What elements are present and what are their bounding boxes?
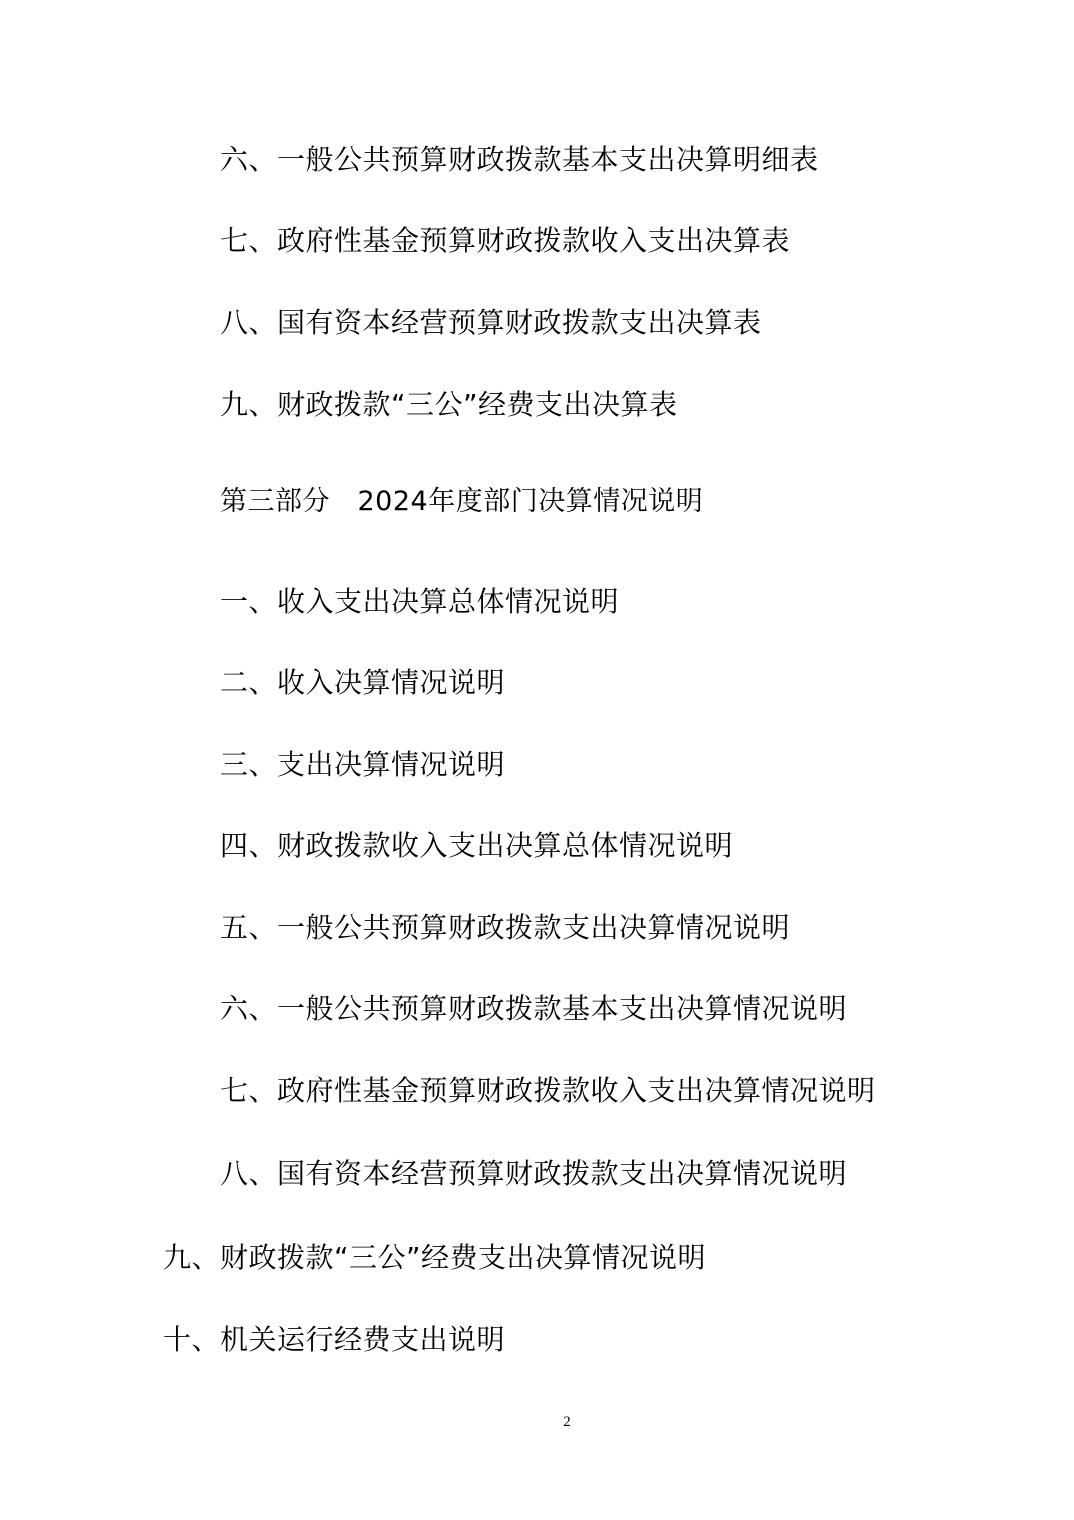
toc-entry: 六、一般公共预算财政拨款基本支出决算明细表 bbox=[220, 143, 819, 176]
toc-entry: 七、政府性基金预算财政拨款收入支出决算情况说明 bbox=[220, 1074, 876, 1107]
toc-entry: 五、一般公共预算财政拨款支出决算情况说明 bbox=[220, 911, 791, 944]
toc-entry: 四、财政拨款收入支出决算总体情况说明 bbox=[220, 829, 734, 862]
toc-entry: 一、收入支出决算总体情况说明 bbox=[220, 585, 620, 618]
toc-entry: 三、支出决算情况说明 bbox=[220, 748, 506, 781]
section-heading: 第三部分 2024年度部门决算情况说明 bbox=[220, 486, 704, 517]
toc-entry: 八、国有资本经营预算财政拨款支出决算情况说明 bbox=[220, 1157, 848, 1190]
toc-entry: 七、政府性基金预算财政拨款收入支出决算表 bbox=[220, 224, 791, 257]
toc-entry: 八、国有资本经营预算财政拨款支出决算表 bbox=[220, 306, 762, 339]
page-number: 2 bbox=[563, 1414, 571, 1430]
toc-entry: 九、财政拨款“三公”经费支出决算情况说明 bbox=[163, 1241, 707, 1274]
toc-entry: 十、机关运行经费支出说明 bbox=[163, 1323, 506, 1356]
toc-entry: 二、收入决算情况说明 bbox=[220, 666, 506, 699]
toc-entry: 六、一般公共预算财政拨款基本支出决算情况说明 bbox=[220, 992, 848, 1025]
toc-entry: 九、财政拨款“三公”经费支出决算表 bbox=[220, 388, 678, 421]
